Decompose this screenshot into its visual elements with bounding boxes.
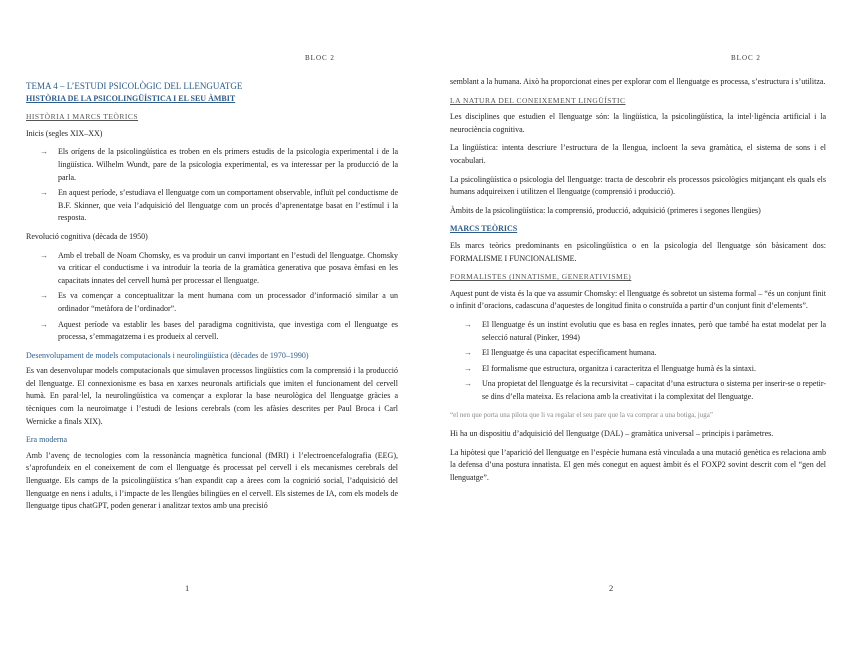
arrow-icon: → xyxy=(464,348,472,358)
page-number: 2 xyxy=(609,583,614,593)
subsection-desenvolupament: Desenvolupament de models computacionals i neurolingüística (dècades de 1970–1990) xyxy=(26,350,309,360)
page-2 xyxy=(424,0,848,655)
paragraph: Els marcs teòrics predominants en psicolingüística o en la psicologia del llenguatge són bàsicament dos: FORMALISME I FUNCIONALISME. xyxy=(450,240,826,263)
paragraph: Aquest punt de vista és la que va assumir Chomsky: el llenguatge és sobretot un sistema formal – “és un conjunt finit o infinit d’oracions, cadascuna d’aquestes de longitud finita o construïda a partir d’un conjunt finit d’elements”. xyxy=(450,288,826,311)
section-heading: HISTÒRIA I MARCS TEÒRICS xyxy=(26,112,139,122)
list-item: → Amb el treball de Noam Chomsky, es va produir un canvi important en l’estudi del llenguatge. Chomsky va criticar el conductisme i va introduir la teoria de la gramàtica generativa que posava èmfasi en les capacitats innates del cervell humà per processar el llenguatge. xyxy=(40,250,398,285)
chapter-subtitle: HISTÒRIA DE LA PSICOLINGÜÍSTICA I EL SEU ÀMBIT xyxy=(26,93,236,103)
arrow-icon: → xyxy=(464,363,472,373)
paragraph: semblant a la humana. Això ha proporcionat eines per explorar com el llenguatge es processa, s’estructura i s’utilitza. xyxy=(450,77,826,86)
paragraph: Les disciplines que estudien el llenguatge són: la lingüística, la psicolingüística, la intel·ligència artificial i la neurociència cognitiva. xyxy=(450,112,826,134)
paragraph: La lingüística: intenta descriure l’estructura de la llengua, incloent la seva gramàtica, el sistema de sons i el vocabulari. xyxy=(450,143,826,165)
arrow-icon: → xyxy=(40,188,48,198)
example-quote: “el nen que porta una pilota que li va regalar el seu pare que la va comprar a una botiga, juga” xyxy=(450,411,713,420)
subsection-era-moderna: Era moderna xyxy=(26,435,68,445)
paragraph: La psicolingüística o psicologia del llenguatge: tracta de descobrir els processos psicològics mitjançant els quals els humans adquireixen i utilitzen el llenguatge (comprensió i producció). xyxy=(450,174,826,197)
arrow-icon: → xyxy=(40,250,48,260)
arrow-icon: → xyxy=(40,291,48,301)
page-2-content xyxy=(450,76,826,490)
subsection-inicis: Inicis (segles XIX–XX) xyxy=(26,128,103,138)
paragraph: Amb l’avenç de tecnologies com la ressonància magnètica funcional (fMRI) i l’electroencefalografia (EEG), s’aprofundeix en el coneixement de com el llenguatge és processat pel cervell i els mecanismes cerebrals del llenguatge. Els camps de la psicolingüística s’han expandit cap a àrees com la cognició social, l’adquisició del llenguatge en nens i adults, i l’impacte de les llengües bilingües en el cervell. Els sistemes de IA, com els models de llenguatge tipus chatGPT, poden generar i analitzar textos amb una precisió xyxy=(26,450,398,511)
list-item: → El llenguatge és una capacitat específicament humana. xyxy=(464,347,826,360)
list-item: → Es va començar a conceptualitzar la ment humana com un processador d’informació similar a un ordinador “metàfora de l’ordinador”. xyxy=(40,291,398,313)
chapter-title: TEMA 4 – L’ESTUDI PSICOLÒGIC DEL LLENGUATGE xyxy=(26,81,243,91)
list-item: → Aquest període va establir les bases del paradigma cognitivista, que investiga com el llenguatge es processa, s’emmagatzema i es produeix al cervell. xyxy=(40,319,398,342)
list-item: → El llenguatge és un instint evolutiu que es basa en regles innates, però que també ha estat modelat per la selecció natural (Pinker, 1994) xyxy=(464,319,826,342)
arrow-icon: → xyxy=(40,147,48,157)
page-number: 1 xyxy=(185,583,190,593)
formalistes-list xyxy=(450,319,826,404)
paragraph: Àmbits de la psicolingüística: la comprensió, producció, adquisició (primeres i segones llengües) xyxy=(450,205,761,215)
list-item: → Els orígens de la psicolingüística es troben en els primers estudis de la psicologia experimental i de la lingüística. Wilhelm Wundt, pare de la psicologia experimental, es va interessar per la producció de la parla. xyxy=(40,147,398,182)
paragraph: Hi ha un dispositiu d’adquisició del llenguatge (DAL) – gramàtica universal – principis i paràmetres. xyxy=(450,429,774,439)
paragraph: Es van desenvolupar models computacionals que simulaven processos lingüístics com la comprensió i la producció del llenguatge. El connexionisme es basa en xarxes neuronals artificials que imiten el funcionament del cervell humà. En paral·lel, la neurolingüística va començar a explorar la base neurològica del llenguatge gràcies a tècniques com la neuroimatge i l’estudi de lesions cerebrals (com les afàsies descrites per Paul Broca i Carl Wernicke a finals XIX). xyxy=(26,366,398,426)
section-heading: LA NATURA DEL CONEIXEMENT LINGÜÍSTIC xyxy=(450,95,626,105)
page-header: BLOC 2 xyxy=(305,54,335,62)
arrow-icon: → xyxy=(464,319,472,329)
arrow-icon: → xyxy=(464,379,472,389)
page-header: BLOC 2 xyxy=(731,54,761,62)
section-heading-formalistes: FORMALISTES (INNATISME, GENERATIVISME) xyxy=(450,272,632,282)
subsection-revolucio: Revolució cognitiva (dècada de 1950) xyxy=(26,231,148,241)
list-item: → En aquest període, s’estudiava el llenguatge com un comportament observable, influït pel conductisme de B.F. Skinner, que veia l’adquisició del llenguatge com un procés d’aprenentatge basat en l’estímul i la resposta. xyxy=(40,188,398,223)
paragraph: La hipòtesi que l’aparició del llenguatge en l’espècie humana està vinculada a una mutació genètica es relaciona amb la defensa d’una postura innatista. El gen més conegut en aquest àmbit és el FOXP2 sovint descrit com el “gen del llenguatge”. xyxy=(450,447,826,482)
inicis-list xyxy=(26,146,398,225)
revolucio-list xyxy=(26,250,398,344)
list-item: → El formalisme que estructura, organitza i caracteritza el llenguatge humà és la sintaxi. xyxy=(464,363,826,376)
page-1-content xyxy=(26,80,398,519)
list-item: → Una propietat del llenguatge és la recursivitat – capacitat d’una estructura o sistema per inserir-se o repetir-se dins d’ella mateixa. Es relaciona amb la creativitat i la complexitat del llenguatge. xyxy=(464,379,826,401)
arrow-icon: → xyxy=(40,319,48,329)
section-heading-marcs: MARCS TEÒRICS xyxy=(450,224,518,234)
